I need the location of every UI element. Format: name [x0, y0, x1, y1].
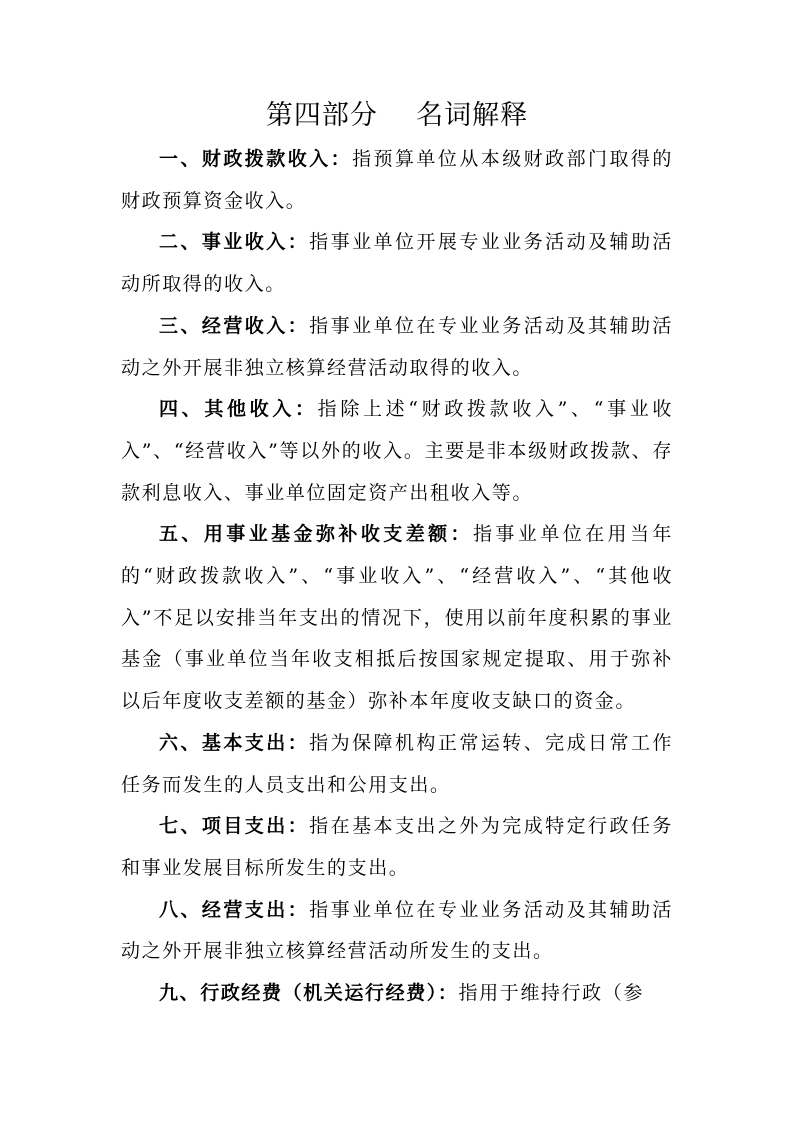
glossary-term: 二、事业收入：: [159, 231, 310, 254]
glossary-entry-9: [121, 973, 673, 1015]
glossary-definition: 指事业单位在专业业务活动及其辅助活动之外开展非独立核算经营活动取得的收入。: [121, 314, 674, 379]
glossary-entry-1: [121, 139, 673, 222]
glossary-term: 八、经营支出：: [159, 898, 310, 921]
glossary-definition: 指事业单位在用当年的“财政拨款收入”、“事业收入”、“经营收入”、“其他收入”不足以安排当年支出的情况下，使用以前年度积累的事业基金（事业单位当年收支相抵后按国家规定提取、用于弥补以后年度收支差额的基金）弥补本年度收支缺口的资金。: [121, 523, 673, 713]
glossary-entry-3: [121, 306, 673, 389]
glossary-term: 三、经营收入：: [159, 314, 310, 337]
glossary-definition: 指事业单位开展专业业务活动及辅助活动所取得的收入。: [121, 231, 674, 296]
glossary-term: 一、财政拨款收入：: [159, 148, 353, 170]
glossary-entry-5: [121, 514, 673, 723]
glossary-definition: 指在基本支出之外为完成特定行政任务和事业发展目标所发生的支出。: [121, 815, 674, 879]
glossary-entry-8: [121, 890, 673, 973]
glossary-entry-4: [121, 389, 673, 514]
glossary-entry-2: [121, 222, 673, 305]
glossary-definition: 指为保障机构正常运转、完成日常工作任务而发生的人员支出和公用支出。: [121, 731, 674, 796]
glossary-definition: 指预算单位从本级财政部门取得的财政预算资金收入。: [121, 148, 673, 212]
glossary-definition: 指事业单位在专业业务活动及其辅助活动之外开展非独立核算经营活动所发生的支出。: [121, 898, 674, 963]
page-title: 第四部分 名词解释: [265, 100, 529, 131]
glossary-term: 四、其他收入：: [159, 398, 318, 421]
glossary-body: [121, 139, 673, 1015]
glossary-definition: 指除上述“财政拨款收入”、“事业收入”、“经营收入”等以外的收入。主要是非本级财政拨款、存款利息收入、事业单位固定资产出租收入等。: [121, 398, 674, 504]
glossary-term: 五、用事业基金弥补收支差额：: [159, 523, 473, 546]
glossary-definition: 指用于维持行政（参: [458, 982, 644, 1005]
glossary-term: 六、基本支出：: [159, 731, 310, 754]
glossary-entry-7: [121, 806, 673, 889]
glossary-term: 七、项目支出：: [159, 815, 310, 838]
glossary-entry-6: [121, 723, 673, 806]
glossary-term: 九、行政经费（机关运行经费）：: [159, 982, 459, 1005]
